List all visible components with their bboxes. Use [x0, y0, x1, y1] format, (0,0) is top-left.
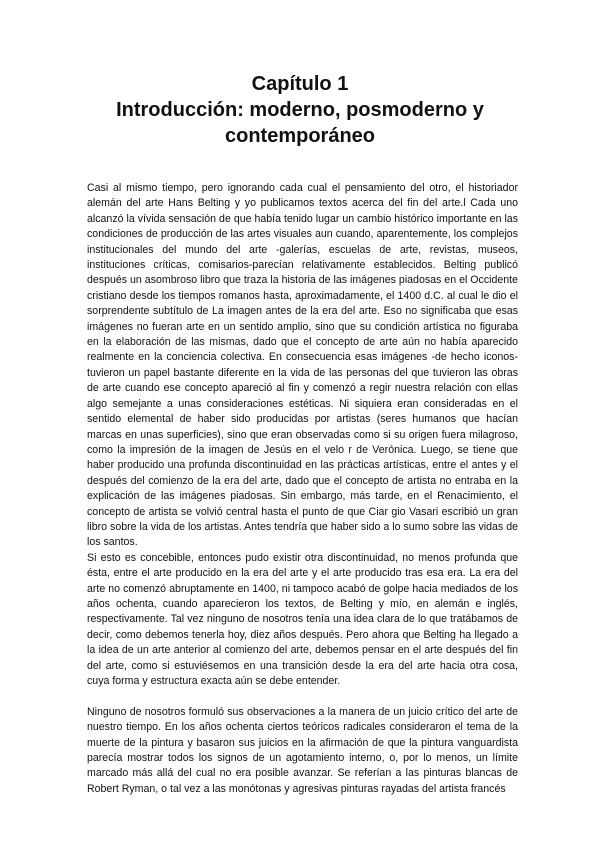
body-text [87, 181, 518, 797]
chapter-title-line-1: Introducción: moderno, posmoderno y [116, 99, 484, 121]
chapter-heading [60, 71, 540, 149]
paragraph-2: Si esto es concebible, entonces pudo existir otra discontinuidad, no menos profunda que ésta, entre el arte producido en la era del arte y el arte producido tras esa era. La era del arte no comenzó abruptamente en 1400, ni tampoco acabó de golpe hacia mediados de los años ochenta, cuando aparecieron los textos, de Belting y mío, en alemán e inglés, respectivamente. Tal vez ninguno de nosotros tenía una idea clara de lo que tratábamos de decir, como debemos tenerla hoy, diez años después. Pero ahora que Belting ha llegado a la idea de un arte anterior al comienzo del arte, debemos pensar en el arte después del fin del arte, como si estuviésemos en una transición desde la era del arte hacia otra cosa, cuya forma y estructura exacta aún se debe entender. [87, 551, 518, 687]
paragraph-3: Ninguno de nosotros formuló sus observaciones a la manera de un juicio crítico del arte de nuestro tiempo. En los años ochenta ciertos teóricos radicales consideraron el tema de la muerte de la pintura y basaron sus juicios en la afirmación de que la pintura vanguardista parecía mostrar todos los signos de un agotamiento interno, o, por lo menos, un límite marcado más allá del cual no era posible avanzar. Se referían a las pinturas blancas de Robert Ryman, o tal vez a las monótonas y agresivas pinturas rayadas del artista francés [87, 705, 518, 795]
paragraph-1: Casi al mismo tiempo, pero ignorando cada cual el pensamiento del otro, el historiador alemán del arte Hans Belting y yo publicamos textos acerca del fin del arte.l Cada uno alcanzó la vívida sensación de que había tenido lugar un cambio histórico importante en las condiciones de producción de las artes visuales aun cuando, aparentemente, los complejos institucionales del mundo del arte -galerías, escuelas de arte, revistas, museos, instituciones críticas, comisarios-parecían relativamente establecidos. Belting publicó después un asombroso libro que traza la historia de las imágenes piadosas en el Occidente cristiano desde los tiempos romanos hasta, aproximadamente, el 1400 d.C. al cual le dio el sorprendente subtítulo de La imagen antes de la era del arte. Eso no significaba que esas imágenes no fueran arte en un sentido amplio, sino que su condición artística no figuraba en la elaboración de las mismas, dado que el concepto de arte aún no había aparecido realmente en la conciencia colectiva. En consecuencia esas imágenes -de hecho iconos-tuvieron un papel bastante diferente en la vida de las personas del que tuvieron las obras de arte cuando ese concepto apareció al fin y comenzó a regir nuestra relación con ellas algo semejante a unas consideraciones estéticas. Ni siquiera eran consideradas en el sentido elemental de haber sido producidas por artistas (seres humanos que hacían marcas en unas superficies), sino que eran observadas como si su origen fuera milagroso, como la impresión de la imagen de Jesús en el velo r de Verónica. Luego, se tiene que haber producido una profunda discontinuidad en las prácticas artísticas, entre el antes y el después del comienzo de la era del arte, dado que el concepto de artista no entraba en la explicación de las imágenes piadosas. Sin embargo, más tarde, en el Renacimiento, el concepto de artista se volvió central hasta el punto de que Ciar gio Vasari escribió un gran libro sobre la vida de los artistas. Antes tendría que haber sido a lo sumo sobre las vidas de los santos. [87, 182, 518, 549]
chapter-title-line-2: contemporáneo [224, 125, 376, 147]
chapter-number: Capítulo 1 [251, 73, 349, 95]
